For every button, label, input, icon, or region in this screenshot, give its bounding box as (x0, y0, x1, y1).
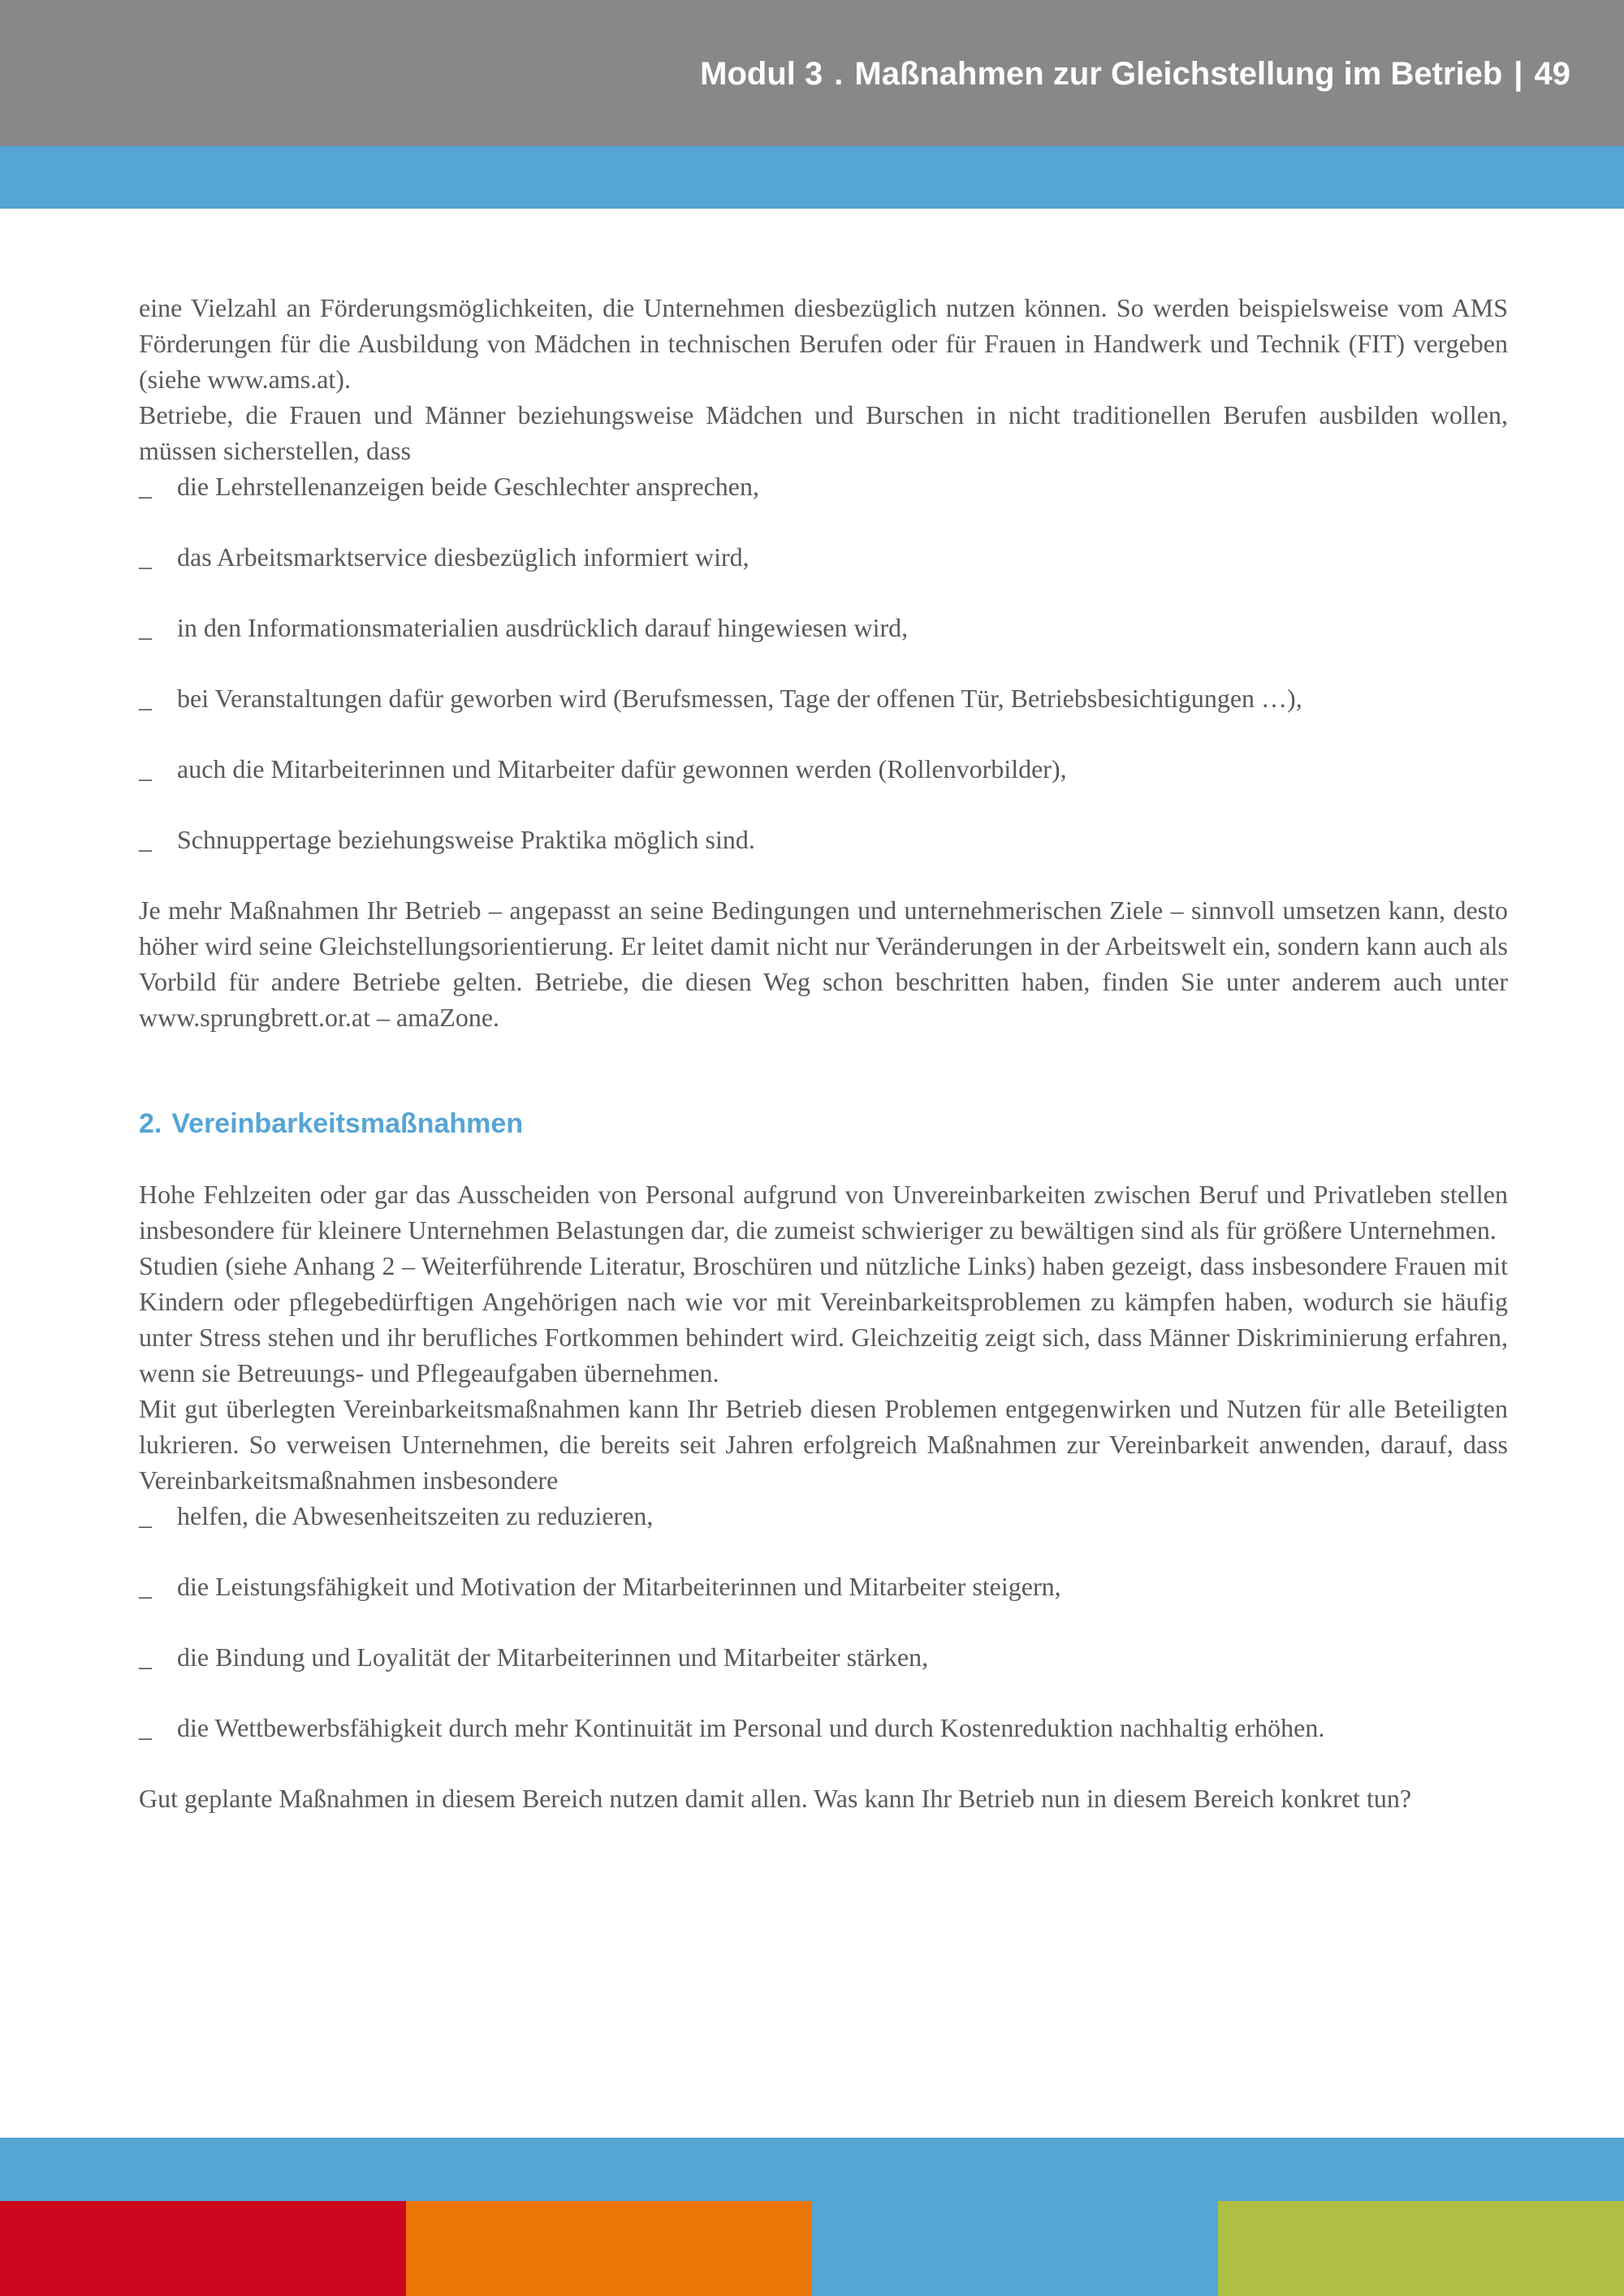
list-item (139, 539, 1508, 575)
footer-block-orange (406, 2201, 812, 2296)
list-item (139, 751, 1508, 787)
header-separator: . (834, 56, 844, 92)
bullet-dash: _ (139, 754, 152, 783)
list-item-text: bei Veranstaltungen dafür geworben wird (Berufsmessen, Tage der offenen Tür, Betriebsbesichtigungen …), (177, 684, 1302, 713)
paragraph-funding: eine Vielzahl an Förderungsmöglichkeiten, die Unternehmen diesbezüglich nutzen können. So werden beispielsweise vom AMS Förderungen für die Ausbildung von Mädchen in technischen Berufen oder für Frauen in Handwerk und Technik (FIT) vergeben (siehe www.ams.at). (139, 293, 1508, 394)
footer-block-blue (812, 2201, 1218, 2296)
list-item (139, 680, 1508, 716)
bullet-dash: _ (139, 684, 152, 713)
list-item-text: Schnuppertage beziehungsweise Praktika möglich sind. (177, 825, 755, 854)
running-header (700, 54, 1570, 94)
header-divider: | (1514, 56, 1523, 92)
list-item-text: die Lehrstellenanzeigen beide Geschlechter ansprechen, (177, 472, 759, 501)
requirements-list (139, 468, 1508, 857)
bullet-dash: _ (139, 1501, 152, 1530)
list-item-text: die Wettbewerbsfähigkeit durch mehr Kontinuität im Personal und durch Kostenreduktion nachhaltig erhöhen. (177, 1713, 1325, 1742)
list-item-text: helfen, die Abwesenheitszeiten zu reduzieren, (177, 1501, 654, 1530)
header-bar (0, 0, 1624, 146)
footer-color-blocks (0, 2201, 1624, 2296)
paragraph-absences: Hohe Fehlzeiten oder gar das Ausscheiden von Personal aufgrund von Unvereinbarkeiten zwischen Beruf und Privatleben stellen insbesondere für kleinere Unternehmen Belastungen dar, die zumeist schwieriger zu bewältigen sind als für größere Unternehmen. (139, 1180, 1508, 1245)
list-item (139, 1710, 1508, 1746)
list-item-text: in den Informationsmaterialien ausdrücklich darauf hingewiesen wird, (177, 613, 909, 642)
section-heading (139, 1106, 1508, 1142)
bullet-dash: _ (139, 1642, 152, 1672)
bullet-dash: _ (139, 825, 152, 854)
list-item-text: auch die Mitarbeiterinnen und Mitarbeiter dafür gewonnen werden (Rollenvorbilder), (177, 754, 1067, 783)
footer-block-green (1218, 2201, 1624, 2296)
list-item-text: die Bindung und Loyalität der Mitarbeiterinnen und Mitarbeiter stärken, (177, 1642, 929, 1672)
list-item (139, 1498, 1508, 1534)
page-content (139, 290, 1508, 1816)
page-number: 49 (1534, 56, 1570, 92)
section-title: Vereinbarkeitsmaßnahmen (171, 1108, 524, 1139)
list-item-text: die Leistungsfähigkeit und Motivation der Mitarbeiterinnen und Mitarbeiter steigern, (177, 1572, 1061, 1601)
bullet-dash: _ (139, 472, 152, 501)
paragraph-gender-orientation: Je mehr Maßnahmen Ihr Betrieb – angepasst an seine Bedingungen und unternehmerischen Ziele – sinnvoll umsetzen kann, desto höher wird seine Gleichstellungsorientierung. Er leitet damit nicht nur Veränderungen in der Arbeitswelt ein, sondern kann auch als Vorbild für andere Betriebe gelten. Betriebe, die diesen Weg schon beschritten haben, finden Sie unter anderem auch unter www.sprungbrett.or.at – amaZone. (139, 896, 1508, 1032)
list-item (139, 1639, 1508, 1675)
benefits-list (139, 1498, 1508, 1746)
footer-accent-stripe (0, 2138, 1624, 2201)
list-item (139, 610, 1508, 645)
list-item-text: das Arbeitsmarktservice diesbezüglich informiert wird, (177, 542, 749, 572)
list-item (139, 1569, 1508, 1604)
paragraph-requirements-intro: Betriebe, die Frauen und Männer beziehungsweise Mädchen und Burschen in nicht traditionellen Berufen ausbilden wollen, müssen sicherstellen, dass (139, 400, 1508, 465)
bullet-dash: _ (139, 1572, 152, 1601)
paragraph-measures-intro: Mit gut überlegten Vereinbarkeitsmaßnahmen kann Ihr Betrieb diesen Problemen entgegenwirken und Nutzen für alle Beteiligten lukrieren. So verweisen Unternehmen, die bereits seit Jahren erfolgreich Maßnahmen zur Vereinbarkeit anwenden, darauf, dass Vereinbarkeitsmaßnahmen insbesondere (139, 1394, 1508, 1495)
list-item (139, 468, 1508, 504)
list-item (139, 822, 1508, 857)
header-accent-stripe (0, 146, 1624, 209)
paragraph-studies: Studien (siehe Anhang 2 – Weiterführende Literatur, Broschüren und nützliche Links) haben gezeigt, dass insbesondere Frauen mit Kindern oder pflegebedürftigen Angehörigen nach wie vor mit Vereinbarkeitsproblemen zu kämpfen haben, wodurch sie häufig unter Stress stehen und ihr berufliches Fortkommen behindert wird. Gleichzeitig zeigt sich, dass Männer Diskriminierung erfahren, wenn sie Betreuungs- und Pflegeaufgaben übernehmen. (139, 1251, 1508, 1388)
chapter-title: Maßnahmen zur Gleichstellung im Betrieb (854, 56, 1503, 92)
module-label: Modul 3 (700, 56, 823, 92)
bullet-dash: _ (139, 1713, 152, 1742)
bullet-dash: _ (139, 542, 152, 572)
paragraph-conclusion: Gut geplante Maßnahmen in diesem Bereich nutzen damit allen. Was kann Ihr Betrieb nun in diesem Bereich konkret tun? (139, 1784, 1412, 1813)
footer-block-red (0, 2201, 406, 2296)
bullet-dash: _ (139, 613, 152, 642)
section-number: 2. (139, 1108, 162, 1139)
